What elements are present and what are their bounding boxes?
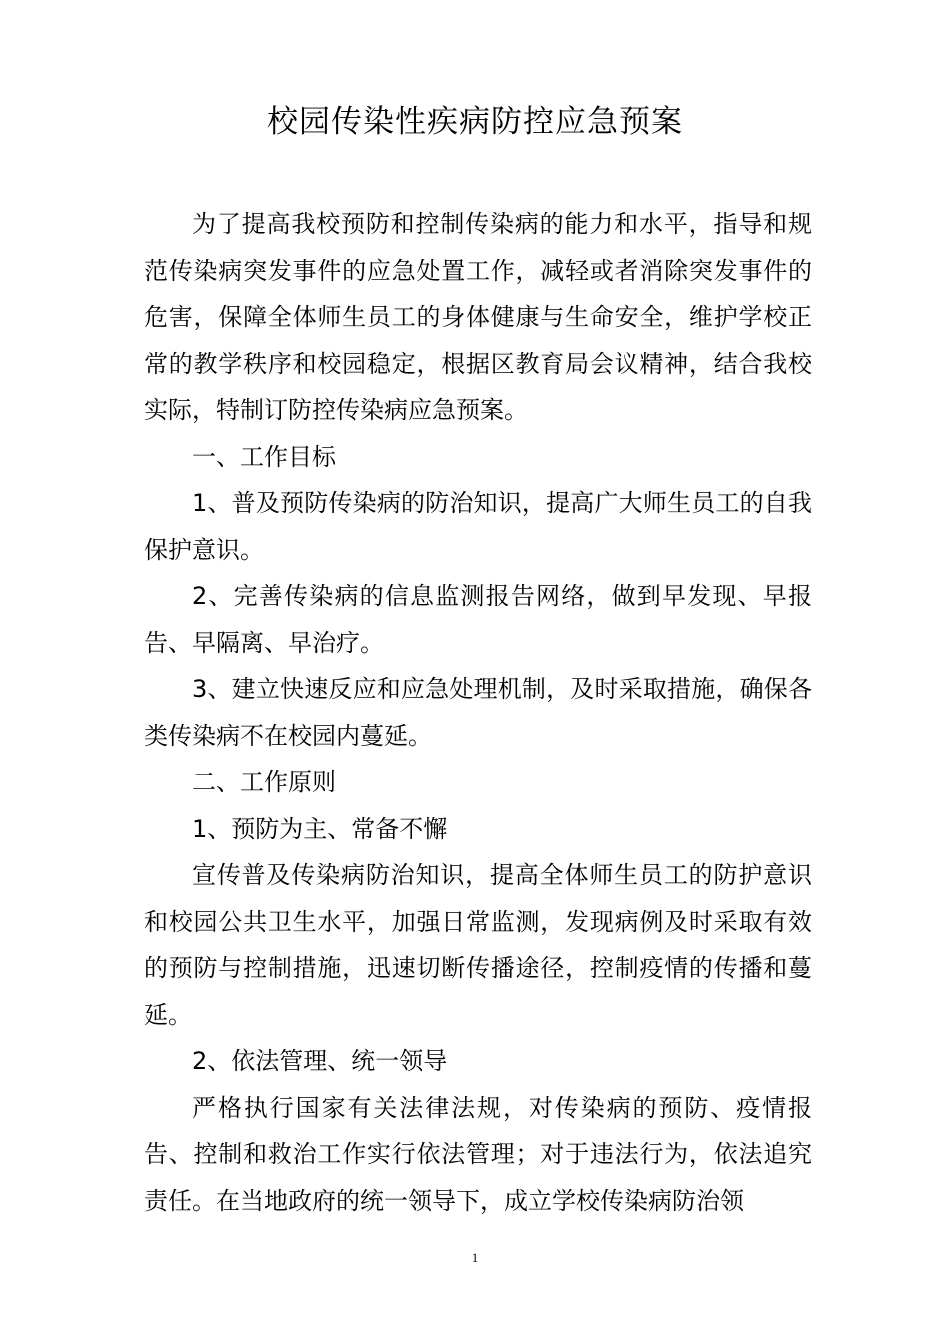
- goal-item-2: 2、完善传染病的信息监测报告网络，做到早发现、早报告、早隔离、早治疗。: [144, 582, 812, 657]
- principle-heading-1: 1、预防为主、常备不懈: [192, 814, 448, 843]
- document-body: [144, 201, 812, 1224]
- intro-paragraph: 为了提高我校预防和控制传染病的能力和水平，指导和规范传染病突发事件的应急处置工作，减轻或者消除突发事件的危害，保障全体师生员工的身体健康与生命安全，维护学校正常的教学秩序和校园稳定，根据区教育局会议精神，结合我校实际，特制订防控传染病应急预案。: [144, 210, 812, 424]
- goal-item-1: 1、普及预防传染病的防治知识，提高广大师生员工的自我保护意识。: [144, 489, 812, 564]
- page-number: 1: [471, 1250, 479, 1265]
- principle-paragraph-2: 严格执行国家有关法律法规，对传染病的预防、疫情报告、控制和救治工作实行依法管理；对于违法行为，依法追究责任。在当地政府的统一领导下，成立学校传染病防治领: [144, 1093, 812, 1215]
- document-title: 校园传染性疾病防控应急预案: [267, 104, 683, 140]
- principle-paragraph-1: 宣传普及传染病防治知识，提高全体师生员工的防护意识和校园公共卫生水平，加强日常监测，发现病例及时采取有效的预防与控制措施，迅速切断传播途径，控制疫情的传播和蔓延。: [144, 861, 812, 1029]
- section-heading-work-goals: 一、工作目标: [192, 442, 336, 471]
- goal-item-3: 3、建立快速反应和应急处理机制，及时采取措施，确保各类传染病不在校园内蔓延。: [144, 675, 812, 750]
- principle-heading-2: 2、依法管理、统一领导: [192, 1047, 448, 1075]
- section-heading-work-principles: 二、工作原则: [192, 768, 336, 796]
